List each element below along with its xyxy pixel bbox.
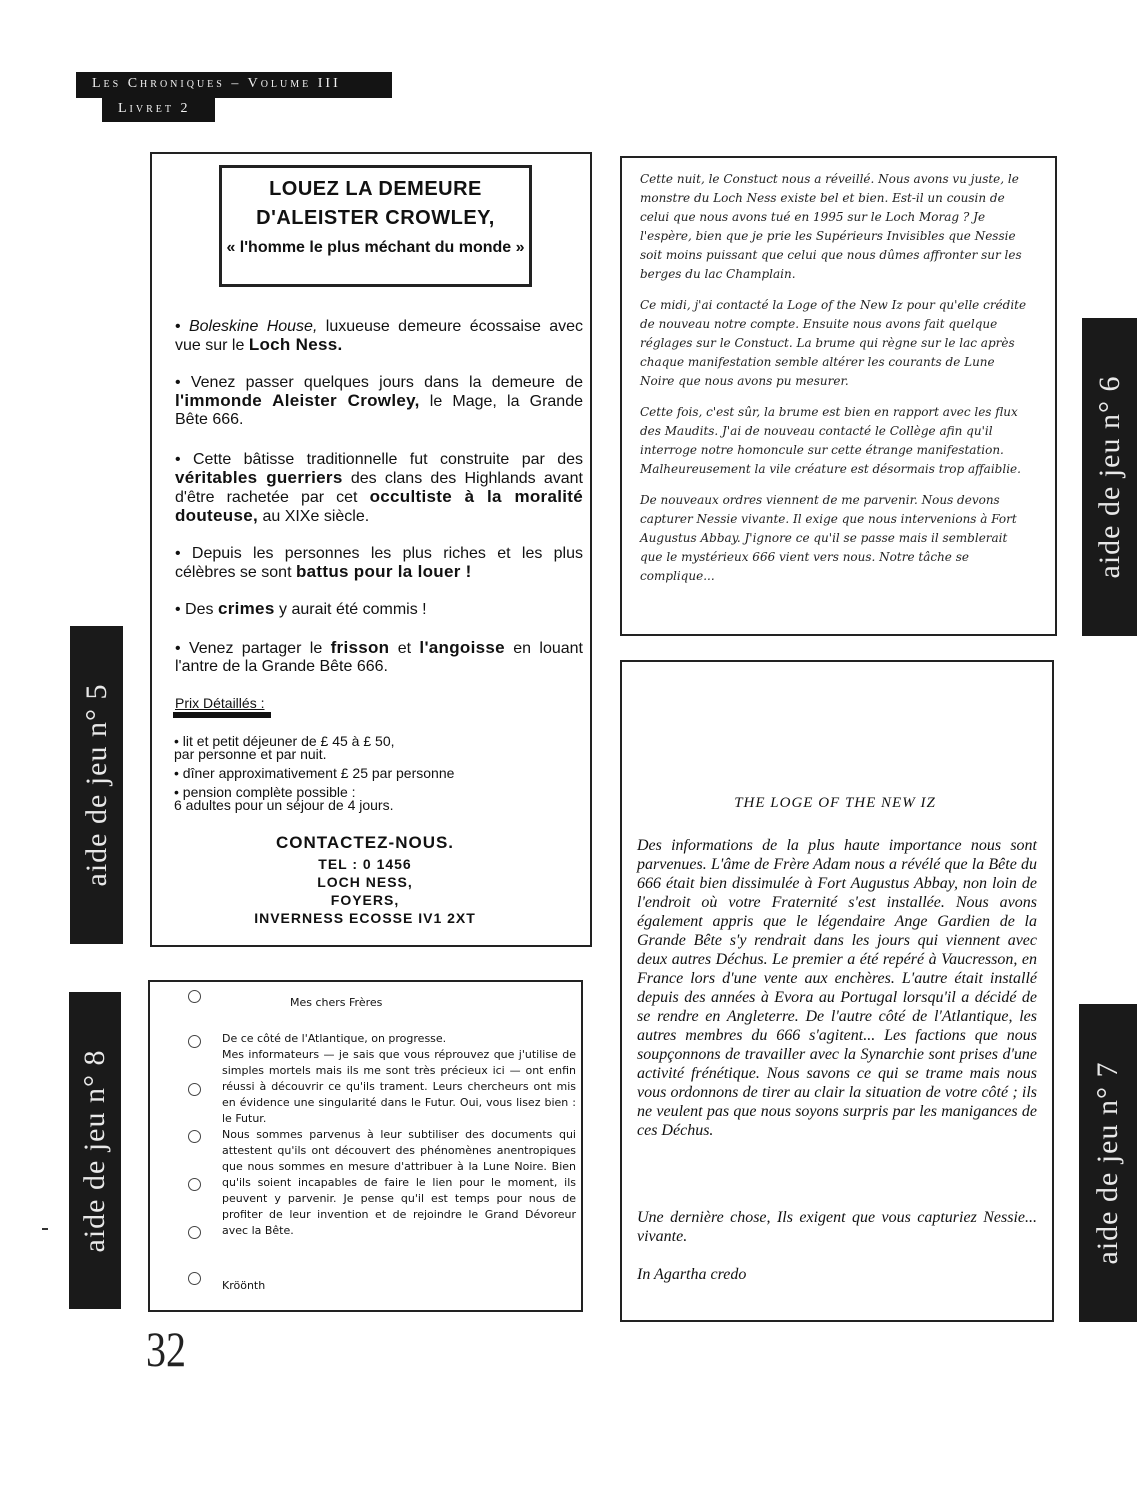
handout-tab-5 bbox=[70, 626, 123, 944]
contact-line-4: INVERNESS ECOSSE IV1 2XT bbox=[254, 910, 476, 926]
advert-title-line1: LOUEZ LA DEMEURE bbox=[269, 178, 482, 200]
binder-hole bbox=[188, 990, 201, 1003]
letter-paragraph-1: De ce côté de l'Atlantique, on progresse. bbox=[222, 1032, 447, 1045]
contact-line-2: LOCH NESS, bbox=[317, 874, 413, 890]
price-line-2: par personne et par nuit. bbox=[174, 746, 327, 762]
handout-tab-7 bbox=[1079, 1004, 1137, 1322]
price-line-4: • pension complète possible : bbox=[174, 784, 356, 800]
price-heading-bar bbox=[173, 712, 271, 718]
price-line-5: 6 adultes pour un séjour de 4 jours. bbox=[174, 797, 394, 813]
binder-hole bbox=[188, 1083, 201, 1096]
advert-bullet-2: • Venez passer quelques jours dans la demeure de l'immonde Aleister Crowley, le Mage, la Grande Bête 666. bbox=[175, 374, 583, 428]
journal-paragraph-2: Ce midi, j'ai contacté la Loge of the New Iz pour qu'elle crédite de nouveau notre compte. Ensuite nous avons fait quelque réglages sur le Constuct. La brume qui règne sur le lac après chaque manifestation semble altérer les courants de Lune Noire que nous avons pu mesurer. bbox=[640, 298, 1027, 388]
journal-paragraph-4: De nouveaux ordres viennent de me parvenir. Nous devons capturer Nessie vivante. Il exige que nous intervenions à Fort Augustus Abbay. J'ignore ce qu'il se passe mais il semblerait que le mystérieux 666 vient vers nous. Notre tâche se complique... bbox=[640, 493, 1017, 583]
handout-tab-8-label: aide de jeu n° 8 bbox=[78, 1049, 111, 1252]
contact-line-1: TEL : 0 1456 bbox=[318, 856, 412, 872]
binder-hole bbox=[188, 1035, 201, 1048]
letter-paragraph-2: Mes informateurs — je sais que vous réprouvez que j'utilise de simples mortels mais ils me sont très précieux ici — ont enfin réussi à découvrir ce qu'ils trament. Leurs chercheurs ont mis en évidence une singularité dans le Futur. Oui, vous lisez bien : le Futur. bbox=[222, 1048, 576, 1125]
handout-tab-8 bbox=[69, 992, 121, 1309]
advert-title-box bbox=[219, 165, 532, 287]
letter-paragraph-3: Nous sommes parvenus à leur subtiliser des documents qui attestent qu'ils ont découvert des phénomènes anentropiques que nous sommes en mesure d'attribuer à la Lune Noire. Bien qu'ils soient incapables de faire le lien pour le moment, ils peuvent y parvenir. Je pense qu'il est temps pour nous de profiter de leur invention et de rejoindre le Grand Dévoreur avec la Bête. bbox=[222, 1128, 576, 1237]
letter-body bbox=[222, 1031, 576, 1239]
loge-body: Des informations de la plus haute importance nous sont parvenues. L'âme de Frère Adam nous a révélé que la Bête du 666 était bien dissimulée à Fort Augustus Abbay, non loin de l'endroit où votre Fraternité s'est installée. Nous avons également appris que le légendaire Ange Gardien de la Grande Bête s'y rendrait dans les jours qui viennent avec deux autres Déchus. Le premier a été repéré à Vaucresson, en France lors d'une vente aux enchères. L'autre était installé depuis des années à Evora au Portugal lorsqu'il a décidé de se rendre en Angleterre. De l'autre côté de l'Atlantique, les autres membres du 666 s'agitent... Les factions que nous soupçonnons de travailler avec la Synarchie sont prises d'une activité frénétique. Nous savons ce qui se trame mais nous vous ordonnons de tirer au clair la situation de votre côté ; ils ne veulent pas que nous soyons surpris par les manigances de ces Déchus. bbox=[637, 837, 1037, 1139]
advert-bullet-6: • Venez partager le frisson et l'angoisse en louant l'antre de la Grande Bête 666. bbox=[175, 638, 583, 675]
handout-tab-7-label: aide de jeu n° 7 bbox=[1091, 1061, 1124, 1265]
binder-hole bbox=[188, 1178, 201, 1191]
loge-title: THE LOGE OF THE NEW IZ bbox=[734, 795, 936, 811]
advert-subtitle: « l'homme le plus méchant du monde » bbox=[226, 239, 525, 256]
loge-signature: In Agartha credo bbox=[637, 1266, 747, 1283]
advert-title-line2: D'ALEISTER CROWLEY, bbox=[256, 207, 495, 229]
loge-closing: Une dernière chose, Ils exigent que vous capturiez Nessie... vivante. bbox=[637, 1209, 1037, 1245]
price-heading: Prix Détaillés : bbox=[175, 695, 265, 711]
journal-text bbox=[640, 170, 1030, 598]
handout-tab-6 bbox=[1082, 318, 1137, 636]
advert-bullet-1: • Boleskine House, luxueuse demeure écossaise avec vue sur le Loch Ness. bbox=[175, 318, 584, 354]
handout-tab-5-label: aide de jeu n° 5 bbox=[79, 683, 113, 887]
chronicle-title-banner: Les Chroniques – Volume III bbox=[76, 72, 392, 98]
binder-hole bbox=[188, 1272, 201, 1285]
price-line-1: • lit et petit déjeuner de £ 45 à £ 50, bbox=[174, 733, 395, 749]
page-number: 32 bbox=[146, 1321, 186, 1377]
contact-line-3: FOYERS, bbox=[330, 892, 400, 908]
journal-paragraph-1: Cette nuit, le Constuct nous a réveillé. Nous avons vu juste, le monstre du Loch Ness existe bel et bien. Est-il un cousin de celui que nous avons tué en 1995 sur le Loch Morag ? Je l'espère, bien que je prie les Supérieurs Invisibles que Nessie soit moins puissant que celui que nous dûmes affronter sur les berges du lac Champlain. bbox=[640, 172, 1022, 281]
letter-salutation: Mes chers Frères bbox=[290, 996, 383, 1009]
binder-hole bbox=[188, 1226, 201, 1239]
advert-bullet-5: • Des crimes y aurait été commis ! bbox=[175, 599, 427, 618]
journal-paragraph-3: Cette fois, c'est sûr, la brume est bien en rapport avec les flux des Maudits. J'ai de nouveau contacté le Collège afin qu'il interroge notre homoncule sur cette étrange manifestation. Malheureusement la vile créature est désormais trop affaiblie. bbox=[640, 405, 1021, 476]
letter-signature: Kröönth bbox=[222, 1279, 266, 1292]
margin-mark bbox=[42, 1228, 48, 1230]
handout-tab-6-label: aide de jeu n° 6 bbox=[1092, 375, 1126, 579]
advert-bullet-3: • Cette bâtisse traditionnelle fut construite par des véritables guerriers des clans des Highlands avant d'être rachetée par cet occultiste à la moralité douteuse, au XIXe siècle. bbox=[175, 451, 583, 525]
contact-heading: CONTACTEZ-NOUS. bbox=[275, 833, 455, 852]
booklet-banner: Livret 2 bbox=[102, 98, 215, 122]
advert-bullet-4: • Depuis les personnes les plus riches et les plus célèbres se sont battus pour la louer ! bbox=[175, 545, 583, 581]
binder-hole bbox=[188, 1130, 201, 1143]
price-line-3: • dîner approximativement £ 25 par personne bbox=[174, 765, 455, 781]
